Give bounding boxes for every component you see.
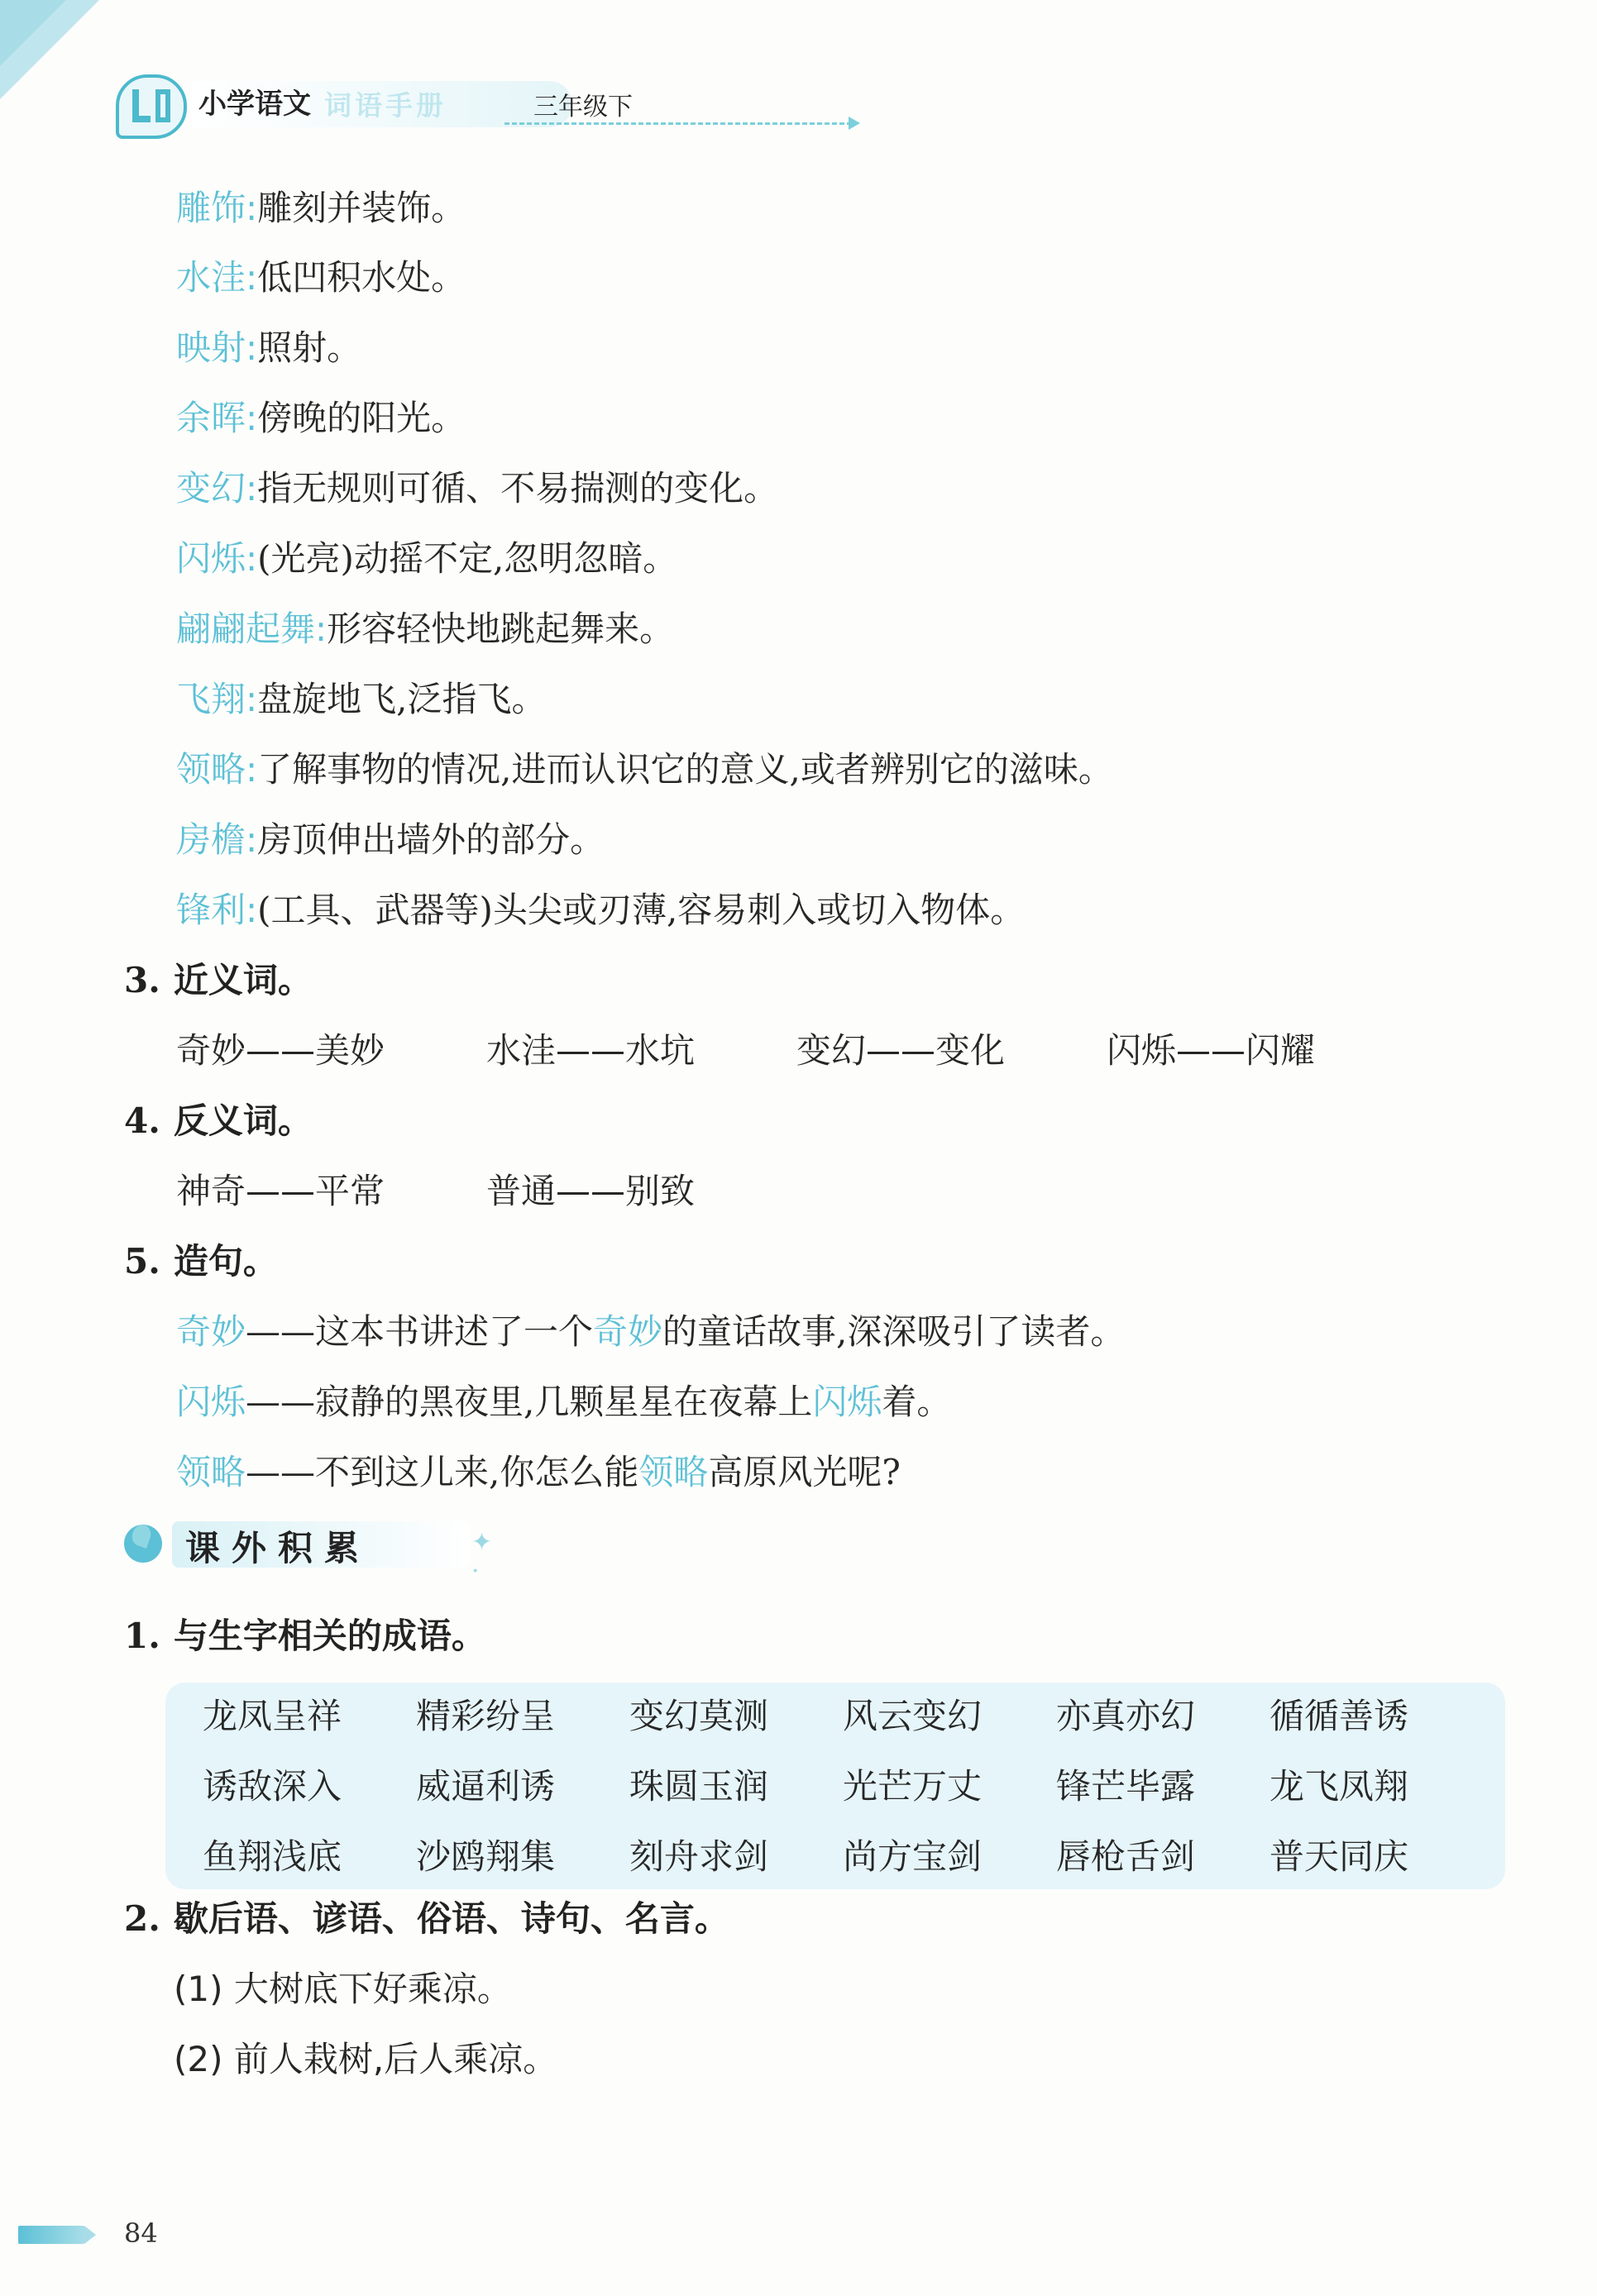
sentence-highlight: 奇妙 [593, 1311, 663, 1352]
idiom-item: 沙鸥翔集 [416, 1836, 556, 1877]
definition-item: 闪烁:(光亮)动摇不定,忽明忽暗。 [176, 538, 678, 579]
sentence-item: 闪烁——寂静的黑夜里,几颗星星在夜幕上闪烁着。 [176, 1382, 952, 1422]
header-grade: 三年级下 [533, 93, 633, 122]
section-heading-antonyms: 4. 反义词。 [124, 1100, 313, 1141]
definition-term: 余晖 [176, 398, 246, 438]
definition-item: 领略:了解事物的情况,进而认识它的意义,或者辨别它的滋味。 [176, 749, 1113, 790]
definition-item: 映射:照射。 [176, 327, 362, 368]
idiom-item: 锋芒毕露 [1056, 1766, 1196, 1807]
idiom-item: 亦真亦幻 [1056, 1696, 1196, 1736]
idiom-item: 威逼利诱 [416, 1766, 556, 1807]
idiom-item: 普天同庆 [1269, 1836, 1409, 1877]
definition-text: 照射。 [257, 327, 362, 368]
definition-term: 翩翩起舞 [176, 609, 316, 649]
idiom-item: 循循善诱 [1269, 1696, 1409, 1736]
definition-text: 房顶伸出墙外的部分。 [257, 819, 605, 860]
fruit-icon [124, 1525, 162, 1563]
definition-text: 傍晚的阳光。 [257, 398, 466, 438]
idiom-item: 珠圆玉润 [629, 1766, 769, 1807]
idiom-item: 刻舟求剑 [629, 1836, 769, 1877]
extra-section-title: 课外积累 [185, 1528, 371, 1568]
definition-item: 房檐:房顶伸出墙外的部分。 [176, 819, 605, 860]
definition-term: 映射 [176, 327, 246, 368]
header-title: 小学语文 [198, 88, 311, 121]
idiom-item: 鱼翔浅底 [203, 1836, 342, 1877]
sentence-item: 领略——不到这儿来,你怎么能领略高原风光呢? [176, 1452, 901, 1492]
sentence-highlight: 领略 [638, 1452, 709, 1492]
definition-item: 飞翔:盘旋地飞,泛指飞。 [176, 679, 547, 719]
idiom-item: 光芒万丈 [843, 1766, 983, 1807]
corner-decoration-inner [0, 0, 66, 66]
synonym-pair: 变幻——变化 [796, 1030, 1006, 1071]
sentence-word: 领略 [176, 1452, 246, 1492]
definition-term: 水洼 [176, 257, 246, 298]
definition-item: 雕饰:雕刻并装饰。 [176, 188, 466, 228]
arrow-right-icon [849, 117, 860, 130]
idiom-item: 精彩纷呈 [416, 1696, 556, 1736]
definition-term: 飞翔 [176, 679, 246, 719]
idiom-item: 变幻莫测 [629, 1696, 769, 1736]
idiom-item: 龙飞凤翔 [1269, 1766, 1409, 1807]
definition-text: 指无规则可循、不易揣测的变化。 [257, 468, 779, 508]
definition-item: 水洼:低凹积水处。 [176, 257, 466, 298]
synonym-pair: 水洼——水坑 [486, 1030, 696, 1071]
synonym-pair: 奇妙——美妙 [176, 1030, 385, 1071]
antonym-list [176, 1168, 920, 1215]
section-heading-quotes: 2. 歇后语、谚语、俗语、诗句、名言。 [124, 1898, 729, 1939]
definition-text: 低凹积水处。 [257, 257, 466, 298]
section-heading-sentences: 5. 造句。 [124, 1241, 278, 1282]
quote-item [174, 1966, 512, 2012]
quote-label: (2) [174, 2039, 223, 2079]
definition-term: 锋利 [176, 890, 246, 930]
definition-text: 了解事物的情况,进而认识它的意义,或者辨别它的滋味。 [257, 749, 1113, 790]
antonym-pair: 神奇——平常 [176, 1171, 385, 1211]
quote-label: (1) [174, 1969, 223, 2009]
definition-term: 领略 [176, 749, 246, 790]
definition-text: (光亮)动摇不定,忽明忽暗。 [257, 538, 678, 579]
page-header [116, 74, 1026, 141]
quote-text: 前人栽树,后人乘凉。 [233, 2039, 558, 2079]
sentence-highlight: 闪烁 [812, 1382, 882, 1422]
definition-item: 变幻:指无规则可循、不易揣测的变化。 [176, 468, 779, 508]
quote-text: 大树底下好乘凉。 [233, 1969, 512, 2009]
definition-text: (工具、武器等)头尖或刃薄,容易刺入或切入物体。 [257, 890, 1026, 930]
section-heading-idioms: 1. 与生字相关的成语。 [124, 1616, 486, 1656]
synonym-pair: 闪烁——闪耀 [1107, 1030, 1316, 1071]
extra-section-banner [124, 1513, 504, 1586]
page-number: 84 [124, 2217, 158, 2249]
sparkle-icon: ✦ · [471, 1528, 493, 1586]
definition-term: 雕饰 [176, 188, 246, 228]
definition-item: 翩翩起舞:形容轻快地跳起舞来。 [176, 609, 675, 649]
definition-term: 闪烁 [176, 538, 246, 579]
header-arrow-line [504, 122, 852, 125]
section-heading-synonyms: 3. 近义词。 [124, 960, 313, 1000]
idiom-item: 风云变幻 [843, 1696, 983, 1736]
idiom-item: 龙凤呈祥 [203, 1696, 342, 1736]
definition-term: 房檐 [176, 819, 246, 860]
idiom-item: 尚方宝剑 [843, 1836, 983, 1877]
sentence-word: 奇妙 [176, 1311, 246, 1352]
sentence-word: 闪烁 [176, 1382, 246, 1422]
definition-item: 锋利:(工具、武器等)头尖或刃薄,容易刺入或切入物体。 [176, 890, 1026, 930]
sentence-item: 奇妙——这本书讲述了一个奇妙的童话故事,深深吸引了读者。 [176, 1311, 1126, 1352]
book-logo-icon [116, 74, 187, 139]
definition-term: 变幻 [176, 468, 246, 508]
idiom-item: 诱敌深入 [203, 1766, 342, 1807]
idiom-item: 唇枪舌剑 [1056, 1836, 1196, 1877]
footer-bar [18, 2226, 84, 2244]
header-subtitle: 词语手册 [324, 89, 447, 122]
definition-text: 盘旋地飞,泛指飞。 [257, 679, 547, 719]
definition-text: 雕刻并装饰。 [257, 188, 466, 228]
definition-text: 形容轻快地跳起舞来。 [327, 609, 675, 649]
quote-item [174, 2036, 557, 2083]
synonym-list [176, 1028, 1499, 1074]
definition-item: 余晖:傍晚的阳光。 [176, 398, 466, 438]
footer-arrow-icon [84, 2226, 96, 2244]
antonym-pair: 普通——别致 [486, 1171, 696, 1211]
